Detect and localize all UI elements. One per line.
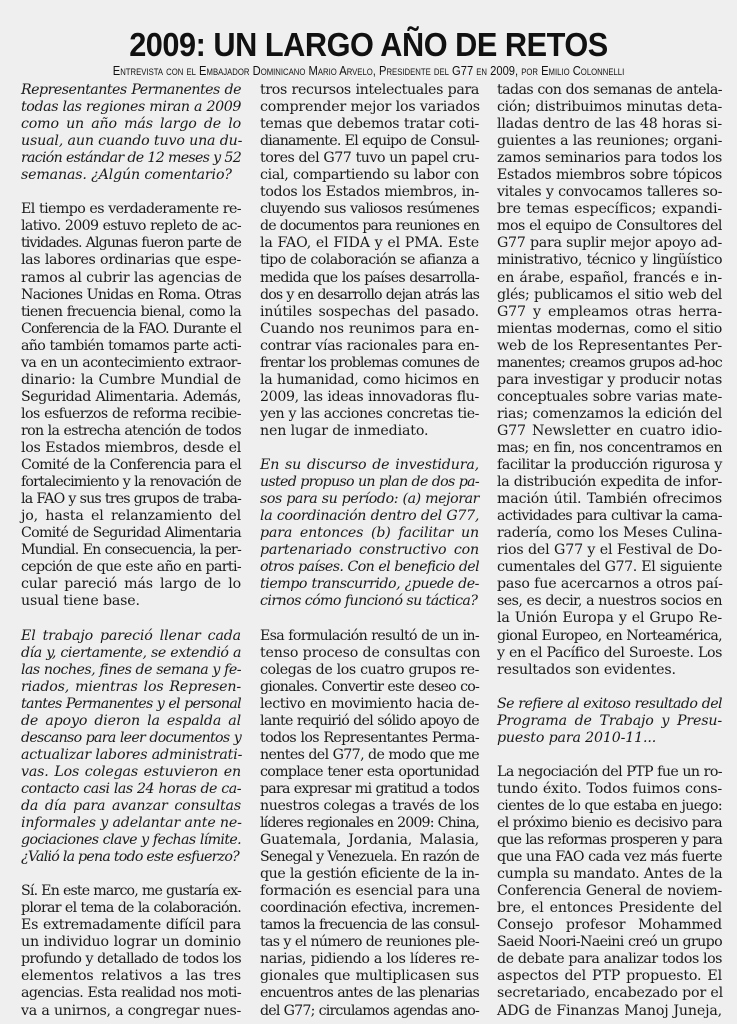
text-line: líderes regionales en 2009: China, xyxy=(260,815,479,832)
text-line: usted propuso un plan de dos pa- xyxy=(260,474,479,491)
text-line: para investigar y producir notas xyxy=(497,371,722,388)
text-line: todas las regiones miran a 2009 xyxy=(21,99,241,116)
text-line: Estados miembros sobre tópicos xyxy=(497,167,722,184)
text-line: sos para su período: (a) mejorar xyxy=(260,491,479,508)
text-line: gociaciones clave y fechas límite. xyxy=(21,832,241,849)
text-line: usual, aun cuando tuvo una du- xyxy=(21,133,243,150)
text-line: semanas. ¿Algún comentario? xyxy=(21,167,232,184)
text-line: día y, ciertamente, se extendió a xyxy=(21,644,241,661)
text-line: ses, es decir, a nuestros socios en xyxy=(497,593,722,610)
interview-answer xyxy=(497,82,722,679)
column-1 xyxy=(21,82,241,1020)
text-line: tros recursos intelectuales para xyxy=(260,82,479,98)
text-line: ron la estrecha atención de todos xyxy=(21,422,241,439)
text-line: Consejo profesor Mohammed xyxy=(497,917,722,934)
text-line: glés; publicamos el sitio web del xyxy=(497,286,722,303)
text-line: vitales y convocamos talleres so- xyxy=(497,184,722,201)
text-line: que la gestión eficiente de la in- xyxy=(260,866,479,883)
text-line: los esfuerzos de reforma recibie- xyxy=(21,405,241,422)
paragraph-gap xyxy=(21,866,241,883)
column-3 xyxy=(497,82,722,1020)
text-line: tienen frecuencia bienal, como la xyxy=(21,303,241,320)
text-line: lativo. 2009 estuvo repleto de ac- xyxy=(21,218,241,235)
text-line: y en el Pacífico del Suroeste. Los xyxy=(497,644,722,661)
text-line: tividades. Algunas fueron parte de xyxy=(21,235,241,252)
text-line: nentes del G77, de modo que me xyxy=(260,746,479,763)
text-line: otros países. Con el beneficio del xyxy=(260,559,479,576)
text-line: va en un acontecimiento extraor- xyxy=(21,354,241,371)
paragraph-gap xyxy=(21,184,241,201)
text-line: la humanidad, como hicimos en xyxy=(260,371,479,388)
text-line: todos los Estados miembros, in- xyxy=(260,184,479,201)
interview-question xyxy=(497,696,722,747)
text-line: lante requirió del sólido apoyo de xyxy=(260,712,479,729)
text-line: inútiles sospechas del pasado. xyxy=(260,303,479,320)
text-line: cirnos cómo funcionó su táctica? xyxy=(260,593,478,610)
text-line: el próximo bienio es decisivo para xyxy=(497,815,722,832)
text-line: Seguridad Alimentaria. Además, xyxy=(21,388,241,405)
text-line: de apoyo dieron la espalda al xyxy=(21,712,241,729)
interview-answer xyxy=(21,201,241,610)
text-line: cepción de que este año en parti- xyxy=(21,559,241,576)
text-line: Cuando nos reunimos para en- xyxy=(260,320,479,337)
text-line: las noches, fines de semana y fe- xyxy=(21,661,241,678)
text-line: lladas dentro de las 48 horas si- xyxy=(497,116,722,133)
text-line: cumpla su mandato. Antes de la xyxy=(497,866,723,883)
paragraph-gap xyxy=(497,747,722,764)
text-line: secretariado, encabezado por el xyxy=(497,985,724,1002)
text-line: manentes; creamos grupos ad-hoc xyxy=(497,354,722,371)
text-line: va a unirnos, a congregar nues- xyxy=(21,1002,241,1019)
text-line: conceptuales sobre varias mate- xyxy=(497,388,722,405)
text-line: 2009, las ideas innovadoras flu- xyxy=(260,388,479,405)
text-line: las labores ordinarias que espe- xyxy=(21,252,241,269)
text-line: cluyendo sus valiosos resúmenes xyxy=(260,201,479,218)
text-line: la Unión Europa y el Grupo Re- xyxy=(497,610,722,627)
text-line: un individuo lograr un dominio xyxy=(21,934,241,951)
text-line: resultados son evidentes. xyxy=(497,661,676,678)
text-line: G77 Newsletter en cuatro idio- xyxy=(497,422,722,439)
text-line: tiempo transcurrido, ¿puede de- xyxy=(260,576,479,593)
text-line: bre temas específicos; expandi- xyxy=(497,201,722,218)
text-line: en árabe, español, francés e in- xyxy=(497,269,722,286)
text-line: complace tener esta oportunidad xyxy=(260,763,479,780)
text-line: que las reformas prosperen y para xyxy=(497,832,722,849)
text-line: tantes Permanentes y el personal xyxy=(21,695,241,712)
interview-answer xyxy=(497,764,722,1020)
text-line: año también tomamos parte acti- xyxy=(21,337,241,354)
text-line: del G77; circulamos agendas ano- xyxy=(260,1002,479,1019)
text-line: partenariado constructivo con xyxy=(260,542,479,559)
text-line: gionales que multiplicasen sus xyxy=(260,968,479,985)
text-line: la coordinación dentro del G77, xyxy=(260,508,479,525)
text-line: dianamente. El equipo de Consul- xyxy=(260,133,479,150)
text-line: mos el equipo de Consultores del xyxy=(497,218,722,235)
text-line: tenso proceso de consultas con xyxy=(260,644,481,661)
text-line: Programa de Trabajo y Presu- xyxy=(497,712,722,729)
text-line: radería, como los Meses Culina- xyxy=(497,525,722,542)
text-line: dos y en desarrollo dejan atrás las xyxy=(260,286,479,303)
text-line: mientas modernas, como el sitio xyxy=(497,320,722,337)
text-line: Senegal y Venezuela. En razón de xyxy=(260,849,479,866)
text-line: gionales. Convertir este deseo co- xyxy=(260,678,479,695)
text-line: Sí. En este marco, me gustaría ex- xyxy=(21,883,241,900)
text-line: Guatemala, Jordania, Malasia, xyxy=(260,832,479,849)
interview-question xyxy=(21,628,241,867)
text-line: ración estándar de 12 meses y 52 xyxy=(21,150,241,167)
text-line: facilitar la producción rigurosa y xyxy=(497,457,722,474)
text-line: temas que debemos tratar coti- xyxy=(260,116,479,133)
text-line: usual tiene base. xyxy=(21,593,140,610)
text-line: El tiempo es verdaderamente re- xyxy=(21,201,241,218)
text-line: Saeid Noori-Naeini creó un grupo xyxy=(497,934,722,951)
interview-answer xyxy=(260,82,479,440)
text-line: tundo éxito. Todos fuimos cons- xyxy=(497,780,722,797)
text-line: aspectos del PTP propuesto. El xyxy=(497,968,722,985)
text-line: ministrativo, técnico y lingüístico xyxy=(497,252,722,269)
text-line: ción; distribuimos minutas deta- xyxy=(497,99,722,116)
text-line: nen lugar de inmediato. xyxy=(260,422,429,439)
text-line: tamos la frecuencia de las consul- xyxy=(260,917,479,934)
text-line: informales y adelantar ante ne- xyxy=(21,815,242,832)
article-title: 2009: UN LARGO AÑO DE RETOS xyxy=(129,26,608,63)
text-line: yen y las acciones concretas tie- xyxy=(260,405,479,422)
text-line: bre, el entonces Presidente del xyxy=(497,900,722,917)
text-line: Esa formulación resultó de un in- xyxy=(260,627,479,644)
text-line: En su discurso de investidura, xyxy=(260,457,479,474)
text-line: G77 para suplir mejor apoyo ad- xyxy=(497,235,722,252)
text-line: cumentales del G77. El siguiente xyxy=(497,559,722,576)
text-line: actualizar labores administrati- xyxy=(21,746,243,763)
text-line: la FAO y sus tres grupos de traba- xyxy=(21,491,241,508)
text-line: elementos relativos a las tres xyxy=(21,968,241,985)
text-line: ¿Valió la pena todo este esfuerzo? xyxy=(21,849,239,866)
column-2 xyxy=(260,82,479,1020)
text-line: da día para avanzar consultas xyxy=(21,797,241,814)
text-line: encuentros antes de las plenarias xyxy=(260,985,479,1002)
article-subtitle: Entrevista con el Embajador Dominicano Mario Arvelo, Presidente del G77 en 2009, por Emilio Colonnelli xyxy=(112,63,625,78)
text-line: que una FAO cada vez más fuerte xyxy=(497,849,722,866)
interview-answer xyxy=(260,628,479,1020)
text-line: tadas con dos semanas de antela- xyxy=(497,82,722,98)
text-line: actividades para cultivar la cama- xyxy=(497,508,722,525)
text-line: Naciones Unidas en Roma. Otras xyxy=(21,286,241,303)
text-line: los Estados miembros, desde el xyxy=(21,439,241,456)
text-line: para entonces (b) facilitar un xyxy=(260,525,479,542)
text-line: Conferencia General de noviem- xyxy=(497,883,722,900)
text-line: lectivo en movimiento hacia de- xyxy=(260,695,479,712)
text-line: cientes de lo que estaba en juego: xyxy=(497,797,722,814)
text-line: dinario: la Cumbre Mundial de xyxy=(21,371,241,388)
text-line: El trabajo pareció llenar cada xyxy=(21,627,241,644)
text-line: descanso para leer documentos y xyxy=(21,729,241,746)
text-line: tores del G77 tuvo un papel cru- xyxy=(260,150,479,167)
text-line: paso fue acercarnos a otros paí- xyxy=(497,576,723,593)
text-line: para expresar mi gratitud a todos xyxy=(260,780,479,797)
text-line: profundo y detallado de todos los xyxy=(21,951,241,968)
text-line: formación es esencial para una xyxy=(260,883,481,900)
text-line: riados, mientras los Represen- xyxy=(21,678,241,695)
text-line: de debate para analizar todos los xyxy=(497,951,722,968)
text-line: Mundial. En consecuencia, la per- xyxy=(21,542,241,559)
text-line: todos los Representantes Perma- xyxy=(260,729,479,746)
paragraph-gap xyxy=(497,679,722,696)
text-line: colegas de los cuatro grupos re- xyxy=(260,661,479,678)
text-line: puesto para 2010-11... xyxy=(497,729,657,746)
text-line: contrar vías racionales para en- xyxy=(260,337,479,354)
text-line: web de los Representantes Per- xyxy=(497,337,722,354)
text-line: plorar el tema de la colaboración. xyxy=(21,900,241,917)
text-line: cial, compartiendo su labor con xyxy=(260,167,479,184)
text-line: tipo de colaboración se afianza a xyxy=(260,252,479,269)
text-line: medida que los países desarrolla- xyxy=(260,269,479,286)
text-line: frentar los problemas comunes de xyxy=(260,354,479,371)
text-line: La negociación del PTP fue un ro- xyxy=(497,763,722,780)
text-line: cular pareció más largo de lo xyxy=(21,576,241,593)
paragraph-gap xyxy=(260,610,479,627)
text-line: agencias. Esta realidad nos moti- xyxy=(21,985,241,1002)
text-line: Comité de la Conferencia para el xyxy=(21,457,241,474)
interview-question xyxy=(260,457,479,610)
text-line: Comité de Seguridad Alimentaria xyxy=(21,525,241,542)
text-line: nuestros colegas a través de los xyxy=(260,797,479,814)
text-line: rias; comenzamos la edición del xyxy=(497,405,723,422)
text-line: como un año más largo de lo xyxy=(21,116,241,133)
text-line: contacto casi las 24 horas de ca- xyxy=(21,780,241,797)
text-line: ADG de Finanzas Manoj Juneja, xyxy=(497,1002,722,1019)
text-line: la FAO, el FIDA y el PMA. Este xyxy=(260,235,479,252)
text-line: fortalecimiento y la renovación de xyxy=(21,474,241,491)
text-line: G77 y empleamos otras herra- xyxy=(497,303,722,320)
text-line: comprender mejor los variados xyxy=(260,99,480,116)
text-line: la distribución expedita de infor- xyxy=(497,474,722,491)
text-line: tas y el número de reuniones ple- xyxy=(260,934,479,951)
text-line: guientes a las reuniones; organi- xyxy=(497,133,722,150)
text-line: Se refiere al exitoso resultado del xyxy=(497,695,722,712)
text-line: Representantes Permanentes de xyxy=(21,82,241,98)
text-line: ramos al cubrir las agencias de xyxy=(21,269,242,286)
text-line: rios del G77 y el Festival de Do- xyxy=(497,542,722,559)
interview-answer xyxy=(21,883,241,1019)
paragraph-gap xyxy=(260,440,479,457)
text-line: narias, pidiendo a los líderes re- xyxy=(260,951,479,968)
text-line: mas; en fin, nos concentramos en xyxy=(497,439,722,456)
text-line: de documentos para reuniones en xyxy=(260,218,479,235)
text-line: vas. Los colegas estuvieron en xyxy=(21,763,241,780)
interview-question xyxy=(21,82,241,184)
text-line: Es extremadamente difícil para xyxy=(21,917,241,934)
text-line: gional Europeo, en Norteamérica, xyxy=(497,627,722,644)
text-line: coordinación efectiva, incremen- xyxy=(260,900,479,917)
text-line: zamos seminarios para todos los xyxy=(497,150,722,167)
text-line: mación útil. También ofrecimos xyxy=(497,491,722,508)
text-line: jo, hasta el relanzamiento del xyxy=(21,508,241,525)
text-line: Conferencia de la FAO. Durante el xyxy=(21,320,241,337)
paragraph-gap xyxy=(21,610,241,627)
